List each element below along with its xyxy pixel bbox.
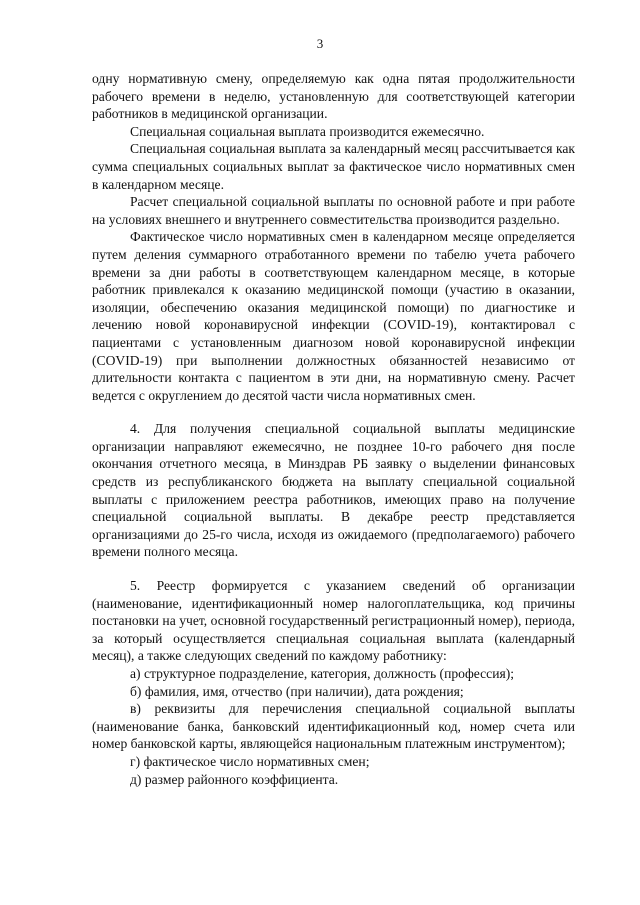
list-item-a: а) структурное подразделение, категория, должность (профессия); — [130, 666, 515, 681]
document-body — [92, 70, 575, 788]
list-item-b: б) фамилия, имя, отчество (при наличии), дата рождения; — [130, 683, 464, 699]
paragraph-item-4: 4. Для получения специальной социальной выплаты медицинские организации направляют ежемесячно, не позднее 10-го рабочего дня после окончания отчетного месяца, в Минздрав РБ заявку о выделении финансовых средств из республиканского бюджета на выплату специальной социальной выплаты с приложением реестра работников, имеющих право на получение специальной социальной выплаты. В декабре реестр представляется организациями до 25-го числа, исходя из ожидаемого (предполагаемого) рабочего времени полного месяца. — [92, 421, 575, 560]
paragraph-continuation: одну нормативную смену, определяемую как одна пятая продолжительности рабочего времени в неделю, установленную для соответствующей категории работников в медицинской организации. — [92, 71, 575, 122]
list-item-d: д) размер районного коэффициента. — [130, 771, 339, 787]
paragraph-monthly-payment: Специальная социальная выплата производится ежемесячно. — [130, 123, 485, 139]
paragraph-monthly-calculation: Специальная социальная выплата за календарный месяц рассчитывается как сумма специальных социальных выплат за фактическое число нормативных смен в календарном месяце. — [92, 141, 575, 192]
page-number: 3 — [316, 36, 324, 51]
list-item-g: г) фактическое число нормативных смен; — [130, 753, 370, 769]
list-item-v: в) реквизиты для перечисления специальной социальной выплаты (наименование банка, банковский идентификационный код, номер счета или номер банковской карты, являющейся национальным платежным инструментом); — [92, 701, 575, 752]
paragraph-item-5: 5. Реестр формируется с указанием сведений об организации (наименование, идентификационный номер налогоплательщика, код причины постановки на учет, основной государственный регистрационный номер), периода, за который осуществляется специальная социальная выплата (календарный месяц), а также следующих сведений по каждому работнику: — [92, 578, 575, 664]
paragraph-actual-shifts: Фактическое число нормативных смен в календарном месяце определяется путем деления суммарного отработанного времени по табелю учета рабочего времени за дни работы в соответствующем календарном месяце, в которые работник привлекался к оказанию медицинской помощи (участию в оказании, изоляции, обеспечению оказания медицинской помощи) по диагностике и лечению новой коронавирусной инфекции (COVID-19), контактировал с пациентами с установленным диагнозом новой коронавирусной инфекции (COVID-19) при выполнении должностных обязанностей независимо от длительности контакта с пациентом в эти дни, на нормативную смену. Расчет ведется с округлением до десятой части числа нормативных смен. — [92, 229, 575, 403]
paragraph-separate-calculation: Расчет специальной социальной выплаты по основной работе и при работе на условиях внешнего и внутреннего совместительства производится раздельно. — [92, 194, 575, 227]
